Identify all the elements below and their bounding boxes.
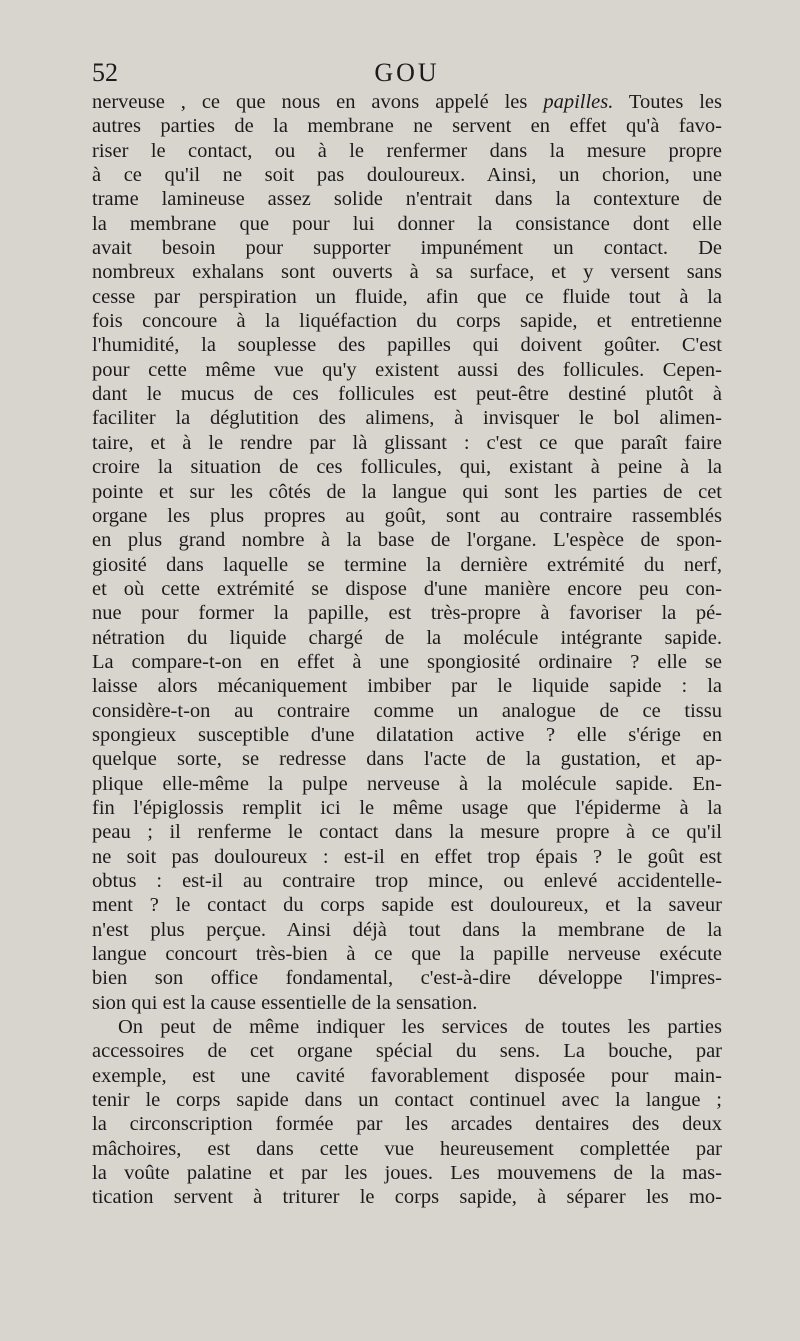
text-line: avait besoin pour supporter impunément un contact. De [92,237,722,260]
text-line: nue pour former la papille, est très-propre à favoriser la pé- [92,602,722,625]
text-line: quelque sorte, se redresse dans l'acte de la gustation, et ap- [92,748,722,771]
text-line: langue concourt très-bien à ce que la papille nerveuse exécute [92,943,722,966]
body-text [92,90,722,1210]
line-text: Toutes les [613,91,723,113]
paragraph-start-line: On peut de même indiquer les services de toutes les parties [118,1016,722,1039]
text-line: mâchoires, est dans cette vue heureusement complettée par [92,1137,722,1160]
text-line: peau ; il renferme le contact dans la mesure propre à ce qu'il [92,821,722,844]
text-line: la voûte palatine et par les joues. Les mouvemens de la mas- [92,1162,722,1185]
text-line: la membrane que pour lui donner la consistance dont elle [92,212,722,235]
text-line: considère-t-on au contraire comme un analogue de ce tissu [92,699,722,722]
text-line: spongieux susceptible d'une dilatation active ? elle s'érige en [92,723,722,746]
text-line: en plus grand nombre à la base de l'organe. L'espèce de spon- [92,529,722,552]
text-line: et où cette extrémité se dispose d'une manière encore peu con- [92,577,722,600]
text-line: La compare-t-on en effet à une spongiosité ordinaire ? elle se [92,650,722,673]
text-line: tication servent à triturer le corps sapide, à séparer les mo- [92,1186,722,1209]
page-number: 52 [92,58,118,87]
text-line: nombreux exhalans sont ouverts à sa surface, et y versent sans [92,261,722,284]
text-line: croire la situation de ces follicules, qui, existant à peine à la [92,456,722,479]
text-line: autres parties de la membrane ne servent en effet qu'à favo- [92,115,722,138]
running-head: GOU [374,58,440,87]
text-line: dant le mucus de ces follicules est peut-être destiné plutôt à [92,383,722,406]
text-line: n'est plus perçue. Ainsi déjà tout dans la membrane de la [92,918,722,941]
text-line: trame lamineuse assez solide n'entrait dans la contexture de [92,188,722,211]
text-line: cesse par perspiration un fluide, afin que ce fluide tout à la [92,285,722,308]
text-line: taire, et à le rendre par là glissant : c'est ce que paraît faire [92,431,722,454]
text-line: laisse alors mécaniquement imbiber par le liquide sapide : la [92,675,722,698]
text-line: accessoires de cet organe spécial du sens. La bouche, par [92,1040,722,1063]
text-line: pour cette même vue qu'y existent aussi des follicules. Cepen- [92,358,722,381]
text-line: fois concoure à la liquéfaction du corps sapide, et entretienne [92,310,722,333]
text-line: organe les plus propres au goût, sont au contraire rassemblés [92,504,722,527]
italic-word: papilles. [543,91,614,113]
text-line: ne soit pas douloureux : est-il en effet trop épais ? le goût est [92,845,722,868]
text-line: faciliter la déglutition des alimens, à invisquer le bol alimen- [92,407,722,430]
text-line: riser le contact, ou à le renfermer dans la mesure propre [92,139,722,162]
text-line [92,90,722,114]
text-line: obtus : est-il au contraire trop mince, ou enlevé accidentelle- [92,870,722,892]
text-line: tenir le corps sapide dans un contact continuel avec la langue ; [92,1089,722,1112]
text-line: bien son office fondamental, c'est-à-dire développe l'impres- [92,967,722,990]
text-line: pointe et sur les côtés de la langue qui sont les parties de cet [92,480,722,503]
text-line: plique elle-même la pulpe nerveuse à la molécule sapide. En- [92,772,722,795]
paragraph-end-line: sion qui est la cause essentielle de la sensation. [92,991,478,1014]
text-line: exemple, est une cavité favorablement disposée pour main- [92,1064,722,1087]
text-line: nétration du liquide chargé de la molécule intégrante sapide. [92,626,722,649]
line-text: nerveuse , ce que nous en avons appelé les [92,91,544,113]
text-line: fin l'épiglossis remplit ici le même usage que l'épiderme à la [92,796,722,819]
text-line: la circonscription formée par les arcades dentaires des deux [92,1113,722,1136]
text-line: l'humidité, la souplesse des papilles qui doivent goûter. C'est [92,334,722,357]
page-header [92,58,722,88]
text-line: giosité dans laquelle se termine la dernière extrémité du nerf, [92,553,722,576]
text-line: ment ? le contact du corps sapide est douloureux, et la saveur [92,894,722,917]
text-line: à ce qu'il ne soit pas douloureux. Ainsi, un chorion, une [92,164,722,187]
